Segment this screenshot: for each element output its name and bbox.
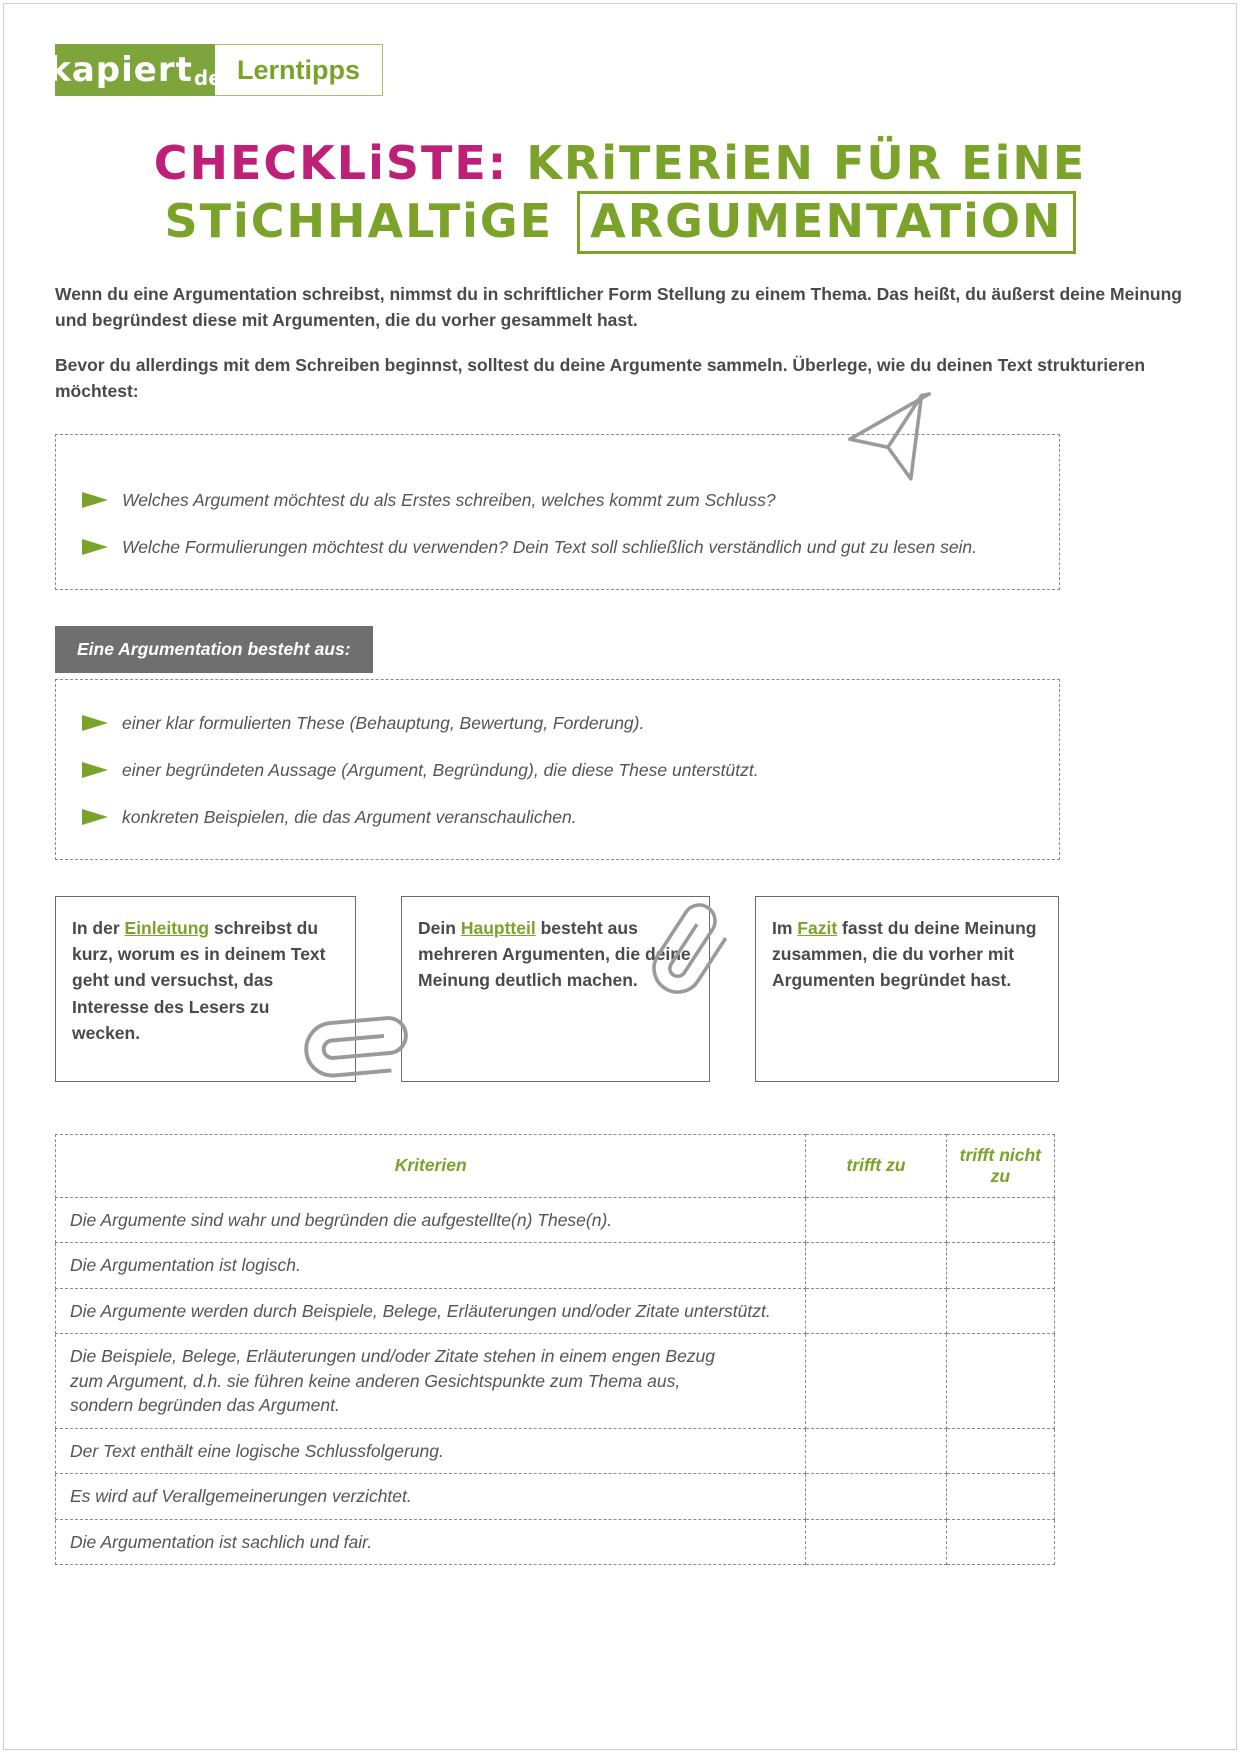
arrow-bullet-icon bbox=[82, 491, 108, 514]
einleitung-link[interactable]: Einleitung bbox=[124, 917, 210, 938]
question-text: Welche Formulierungen möchtest du verwenden? Dein Text soll schließlich verständlich und gut zu lesen sein. bbox=[122, 536, 978, 557]
criterion-text bbox=[56, 1288, 806, 1334]
title-argumentation-boxed: ARGUMENTATiON bbox=[577, 191, 1075, 254]
check-cell-trifft-zu[interactable] bbox=[806, 1243, 946, 1289]
arrow-bullet-icon bbox=[82, 761, 108, 784]
criterion-label: Es wird auf Verallgemeinerungen verzichtet. bbox=[70, 1486, 412, 1507]
box-text-post: fasst du deine Meinung zusammen, die du vorher mit Argumenten begründet hast. bbox=[772, 917, 1037, 991]
fazit-link[interactable]: Fazit bbox=[797, 917, 838, 938]
title-line-2 bbox=[55, 191, 1185, 254]
component-text: konkreten Beispielen, die das Argument veranschaulichen. bbox=[122, 806, 577, 827]
component-text: einer begründeten Aussage (Argument, Begründung), die diese These unterstützt. bbox=[122, 759, 759, 780]
check-cell-trifft-nicht-zu[interactable] bbox=[946, 1197, 1054, 1243]
logo-text: kapiert bbox=[48, 50, 193, 90]
col-header-trifft-nicht-zu: trifft nicht zu bbox=[946, 1134, 1054, 1197]
check-cell-trifft-zu[interactable] bbox=[806, 1288, 946, 1334]
criterion-text bbox=[56, 1474, 806, 1520]
components-box bbox=[55, 679, 1060, 860]
table-header-row bbox=[56, 1134, 1055, 1197]
criterion-label: Die Argumente sind wahr und begründen die aufgestellte(n) These(n). bbox=[70, 1209, 613, 1230]
box-text-pre: In der bbox=[72, 917, 125, 938]
section-label: Eine Argumentation besteht aus: bbox=[55, 626, 373, 673]
box-text-post: schreibst du kurz, worum es in deinem Text geht und versuchst, das Interesse des Lesers zu wecken. bbox=[72, 917, 326, 1043]
table-row bbox=[56, 1288, 1055, 1334]
title-stichhaltige: STiCHHALTiGE bbox=[164, 194, 554, 249]
criterion-label: Die Argumente werden durch Beispiele, Belege, Erläuterungen und/oder Zitate unterstützt. bbox=[70, 1300, 771, 1321]
check-cell-trifft-nicht-zu[interactable] bbox=[946, 1243, 1054, 1289]
kapiert-logo bbox=[48, 44, 222, 96]
criterion-text bbox=[56, 1197, 806, 1243]
criterion-text bbox=[56, 1334, 806, 1429]
criterion-label: Der Text enthält eine logische Schlussfolgerung. bbox=[70, 1440, 444, 1461]
table-row bbox=[56, 1474, 1055, 1520]
intro-paragraph-1: Wenn du eine Argumentation schreibst, nimmst du in schriftlicher Form Stellung zu einem Thema. Das heißt, du äußerst deine Meinung und begründest diese mit Argumenten, die du vorher gesammelt hast. bbox=[55, 284, 1182, 330]
box-text-pre: Im bbox=[772, 917, 798, 938]
table-row bbox=[56, 1243, 1055, 1289]
arrow-bullet-icon bbox=[82, 808, 108, 831]
list-item bbox=[80, 806, 1035, 831]
check-cell-trifft-zu[interactable] bbox=[806, 1519, 946, 1565]
lerntipps-badge: Lerntipps bbox=[215, 44, 383, 96]
criterion-text bbox=[56, 1519, 806, 1565]
header bbox=[48, 44, 1185, 96]
criterion-label: Die Beispiele, Belege, Erläuterungen und/oder Zitate stehen in einem engen Bezug zum Argument, d.h. sie führen keine anderen Gesichtspunkte zum Thema aus, sondern begründen das Argument. bbox=[70, 1346, 716, 1416]
table-row bbox=[56, 1197, 1055, 1243]
check-cell-trifft-nicht-zu[interactable] bbox=[946, 1519, 1054, 1565]
list-item bbox=[80, 759, 1035, 784]
check-cell-trifft-zu[interactable] bbox=[806, 1197, 946, 1243]
col-header-trifft-zu: trifft zu bbox=[806, 1134, 946, 1197]
check-cell-trifft-nicht-zu[interactable] bbox=[946, 1288, 1054, 1334]
hauptteil-link[interactable]: Hauptteil bbox=[460, 917, 536, 938]
criteria-table bbox=[55, 1134, 1055, 1566]
table-row bbox=[56, 1519, 1055, 1565]
intro-paragraph-2: Bevor du allerdings mit dem Schreiben beginnst, solltest du deine Argumente sammeln. Überlege, wie du deinen Text strukturieren möchtest: bbox=[55, 355, 1146, 401]
col-header-kriterien: Kriterien bbox=[56, 1134, 806, 1197]
info-boxes-row bbox=[55, 896, 1059, 1082]
question-text: Welches Argument möchtest du als Erstes schreiben, welches kommt zum Schluss? bbox=[122, 489, 776, 510]
table-row bbox=[56, 1428, 1055, 1474]
title-checkliste: CHECKLiSTE: bbox=[153, 136, 509, 190]
table-row bbox=[56, 1334, 1055, 1429]
criterion-label: Die Argumentation ist sachlich und fair. bbox=[70, 1531, 373, 1552]
criterion-text bbox=[56, 1243, 806, 1289]
structure-questions-box bbox=[55, 434, 1060, 590]
check-cell-trifft-nicht-zu[interactable] bbox=[946, 1334, 1054, 1429]
title-kriterien: KRiTERiEN FÜR EiNE bbox=[526, 136, 1087, 190]
arrow-bullet-icon bbox=[82, 538, 108, 561]
list-item bbox=[80, 712, 1035, 737]
fazit-box bbox=[755, 896, 1059, 1082]
page-title bbox=[55, 136, 1185, 254]
logo-suffix: de bbox=[193, 66, 222, 90]
title-line-1 bbox=[55, 136, 1185, 191]
check-cell-trifft-nicht-zu[interactable] bbox=[946, 1428, 1054, 1474]
arrow-bullet-icon bbox=[82, 714, 108, 737]
box-text-post: besteht aus mehreren Argumenten, die deine Meinung deutlich machen. bbox=[418, 917, 691, 991]
criterion-label: Die Argumentation ist logisch. bbox=[70, 1255, 301, 1276]
box-text-pre: Dein bbox=[418, 917, 461, 938]
list-item bbox=[80, 536, 1035, 561]
check-cell-trifft-zu[interactable] bbox=[806, 1334, 946, 1429]
check-cell-trifft-nicht-zu[interactable] bbox=[946, 1474, 1054, 1520]
component-text: einer klar formulierten These (Behauptung, Bewertung, Forderung). bbox=[122, 712, 645, 733]
paperclip-icon bbox=[634, 893, 748, 1011]
check-cell-trifft-zu[interactable] bbox=[806, 1474, 946, 1520]
criterion-text bbox=[56, 1428, 806, 1474]
check-cell-trifft-zu[interactable] bbox=[806, 1428, 946, 1474]
